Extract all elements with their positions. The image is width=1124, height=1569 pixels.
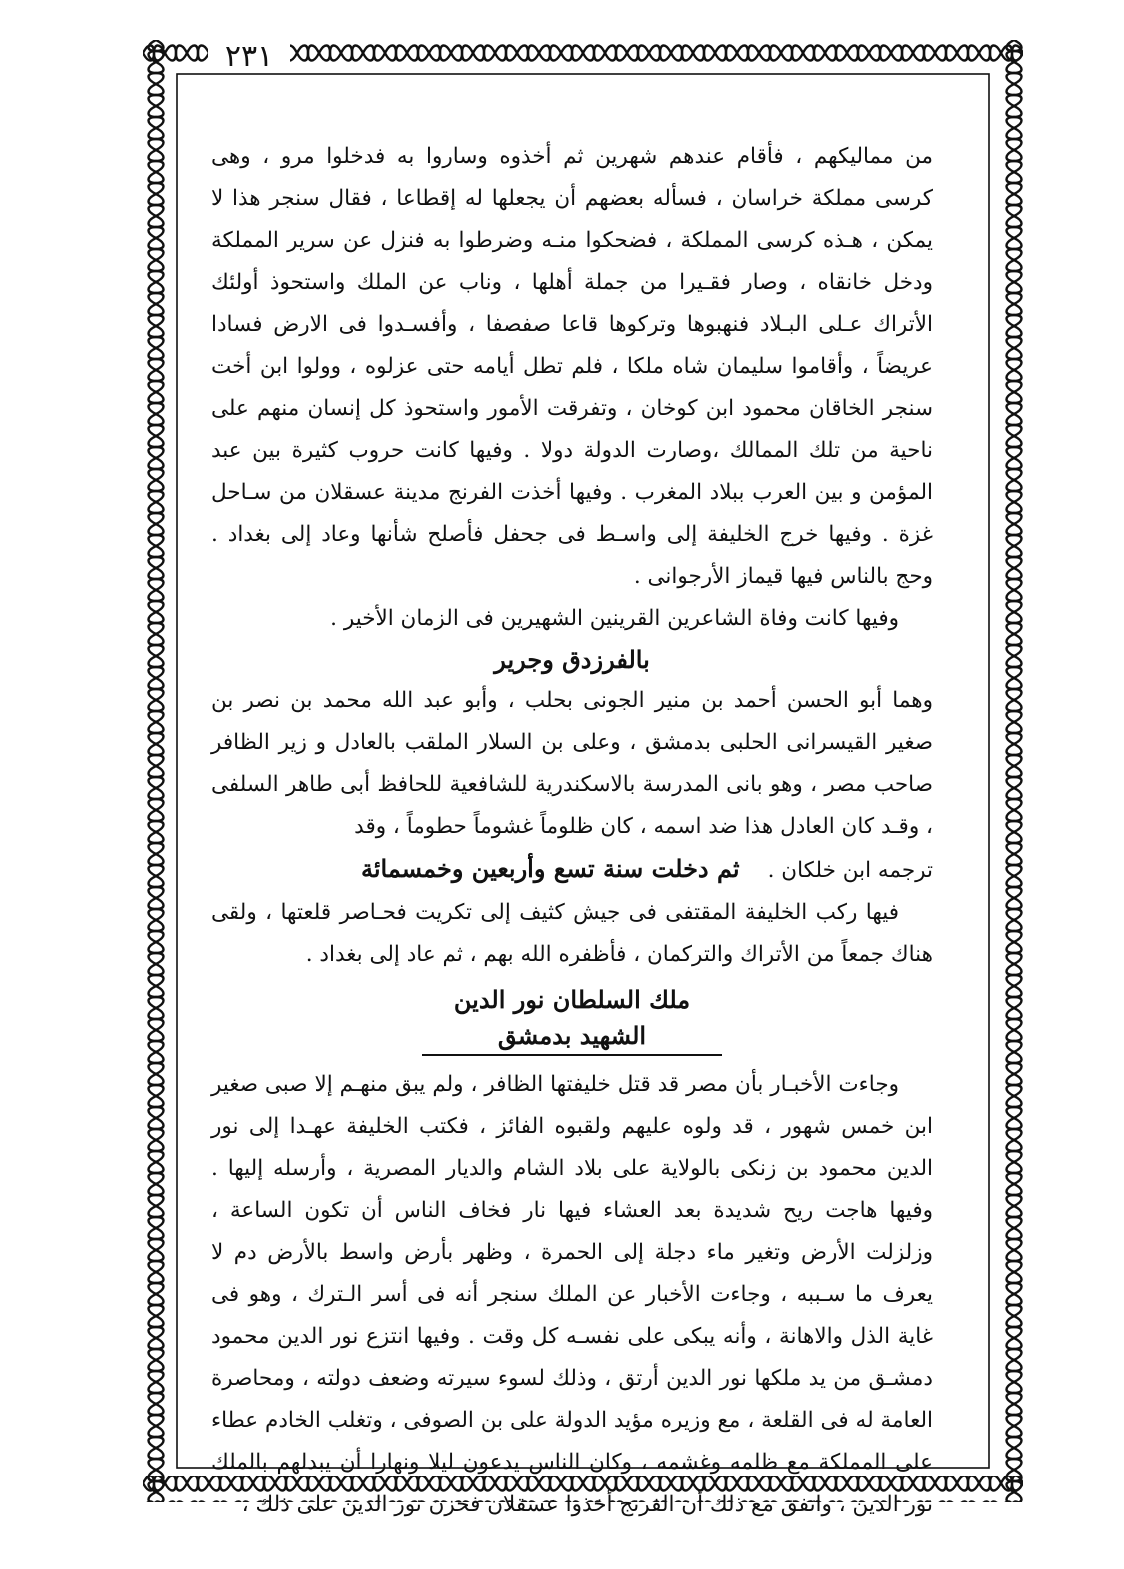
page-frame (143, 39, 1023, 1517)
page-body (211, 136, 934, 1517)
body-paragraph: فيها ركب الخليفة المقتفى فى جيش كثيف إلى تكريت فحـاصر قلعتها ، ولقى هناك جمعاً من الأتراك والتركمان ، فأظفره الله بهم ، ثم عاد إلى بغداد . (211, 900, 933, 967)
body-paragraph: من مماليكهم ، فأقام عندهم شهرين ثم أخذوه وساروا به فدخلوا مرو ، وهى كرسى مملكة خراسان ، فسأله بعضهم أن يجعلها له إقطاعا ، فقال سنجر هذا لا يمكن ، هـذه كرسى المملكة ، فضحكوا منـه وضرطوا به فنزل عن سرير المملكة ودخل خانقاه ، وصار فقـيرا من جملة أهلها ، وناب عن الملك واستحوذ أولئك الأتراك عـلى البـلاد فنهبوها وتركوها قاعا صفصفا ، وأفسـدوا فى الارض فسادا عريضاً ، وأقاموا سليمان شاه ملكا ، فلم تطل أيامه حتى عزلوه ، وولوا ابن أخت سنجر الخاقان محمود ابن كوخان ، وتفرقت الأمور واستحوذ كل إنسان منهم على ناحية من تلك الممالك ،وصارت الدولة دولا . وفيها كانت حروب كثيرة بين عبد المؤمن و بين العرب ببلاد المغرب . وفيها أخذت الفرنج مدينة عسقلان من سـاحل غزة . وفيها خرج الخليفة إلى واسـط فى جحفل فأصلح شأنها وعاد إلى بغداد . وحج بالناس فيها قيماز الأرجوانى . (211, 144, 933, 589)
year-heading: ثم دخلت سنة تسع وأربعين وخمسمائة (361, 854, 740, 883)
page-number: ٢٣١ (208, 42, 290, 72)
section-heading: بالفرزدق وجرير (494, 645, 650, 674)
body-line-end: ترجمه ابن خلكان . (767, 858, 933, 883)
line-with-year-heading (211, 848, 933, 892)
body-paragraph: وفيها كانت وفاة الشاعرين القرينين الشهيرين فى الزمان الأخير . (330, 606, 899, 631)
body-paragraph: وجاءت الأخبـار بأن مصر قد قتل خليفتها الظافر ، ولم يبق منهـم إلا صبى صغير ابن خمس شهور ، قد ولوه عليهم ولقبوه الفائز ، فكتب الخليفة عهـدا إلى نور الدين محمود بن زنكى بالولاية على بلاد الشام والديار المصرية ، وأرسله إليها . وفيها هاجت ريح شديدة بعد العشاء فيها نار فخاف الناس أن تكون الساعة ، وزلزلت الأرض وتغير ماء دجلة إلى الحمرة ، وظهر بأرض واسط بالأرض دم لا يعرف ما سـببه ، وجاءت الأخبار عن الملك سنجر أنه فى أسر الـترك ، وهو فى غاية الذل والاهانة ، وأنه يبكى على نفسـه كل وقت . وفيها انتزع نور الدين محمود دمشـق من يد ملكها نور الدين أرتق ، وذلك لسوء سيرته وضعف دولته ، ومحاصرة العامة له فى القلعة ، مع وزيره مؤيد الدولة على بن الصوفى ، وتغلب الخادم عطاء على المملكة مع ظلمه وغشمه ، وكان الناس يدعون ليلا ونهارا أن يبدلهم بالملك نور الدين ، واتفق مع ذلك أن الفرنج أخذوا عسقلان فحزن نور الدين على ذلك ، (211, 1072, 933, 1517)
body-paragraph: وهما أبو الحسن أحمد بن منير الجونى بحلب ، وأبو عبد الله محمد بن نصر بن صغير القيسرانى الحلبى بدمشق ، وعلى بن السلار الملقب بالعادل و زير الظافر صاحب مصر ، وهو بانى المدرسة بالاسكندرية للشافعية للحافظ أبى طاهر السلفى ، وقـد كان العادل هذا ضد اسمه ، كان ظلوماً غشوماً حطوماً ، وقد (211, 688, 934, 839)
section-heading: ملك السلطان نور الدين الشهيد بدمشق (422, 982, 722, 1056)
